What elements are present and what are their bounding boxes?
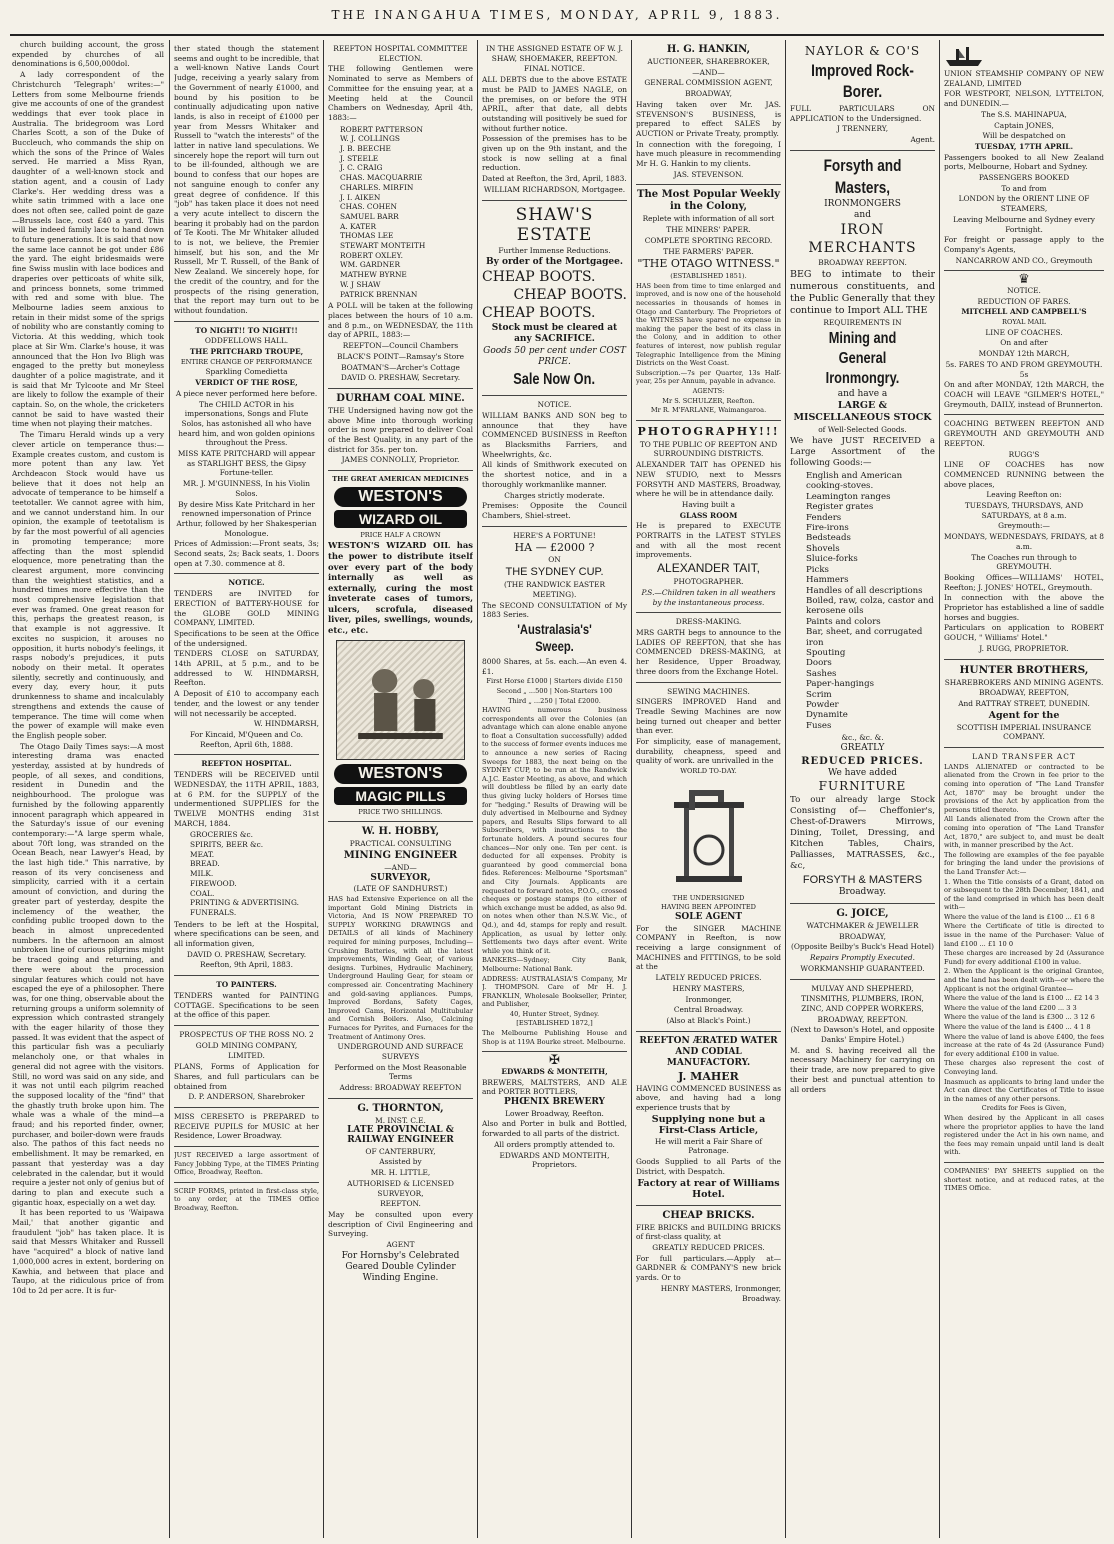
column-5 [636, 40, 781, 1538]
mulvay-shepherd-advert: MULVAY AND SHEPHERD, TINSMITHS, PLUMBERS, IRON, ZINC, AND COPPER WORKERS, BROADWAY, REEFTON. (Next to Dawson's Hotel, and opposite Danks' Empire Hotel.) M. and S. having received all the necessary Machinery for carrying on their trade, are now prepared to give their best and punctual attention to all orders [790, 983, 935, 1094]
hunter-brothers-advert: HUNTER BROTHERS, SHAREBROKERS AND MINING AGENTS. BROADWAY, REEFTON, And RATTRAY STREET, DUNEDIN. Agent for the SCOTTISH IMPERIAL INSURANCE COMPANY. [944, 660, 1104, 749]
type-notice: JUST RECEIVED a large assortment of Fancy Jobbing Type, at the TIMES Printing Office, Broadway, Reefton. [174, 1147, 319, 1183]
news-paragraph: The Timaru Herald winds up a very clever article on temperance thus:— Example creates custom, and custom is more potent than any law. Yet Archdeacon Stock would have us believe that it does not help an advocate of temperance to be himself a teetotaller. We cannot agree with him, and we cannot understand him. In our opinion, the example of teetotalism is by far the most powerful of all agencies in promoting temperance; more affecting than the most splendid eloquence, more penetrating than the clearest argument, more convincing than the weightiest statistics, and a hundred times more effective than the most comprehensive legislation that ever was framed. One great reason for this, perhaps the greatest reason, is that example is not aggressive. It excites no suspicion, it arouses no opposition, it hurts nobody's feelings, it rasps nobody's prejudices, it puts nobody on their metal. It operates silently, secretly and continuously, and every day, every hour, it puts drunkenness to shame and incalculably strengthens and extends the cause of temperance. The time will come when the power of example will make even the English people sober. [12, 430, 164, 740]
steamship-illustration [944, 45, 1104, 67]
photography-advert: PHOTOGRAPHY!!! TO THE PUBLIC OF REEFTON AND SURROUNDING DISTRICTS. ALEXANDER TAIT has OPENED his NEW STUDIO, next to Messrs FORSYTH AND MASTERS, Broadway, where he will be in attendance daily. Having built a GLASS ROOM He is prepared to EXECUTE PORTRAITS in the LATEST STYLES and with all the most recent improvements. ALEXANDER TAIT, PHOTOGRAPHER. P.S.—Children taken in all weathers by the instantaneous process. [636, 421, 781, 614]
phoenix-brewery-advert: ✠ EDWARDS & MONTEITH, BREWERS, MALTSTERS, AND ALE and PORTER BOTTLERS, PHŒNIX BREWERY Lower Broadway, Reefton. Also and Porter in bulk and Bottled, forwarded to all parts of the district. All orders promptly attended to. EDWARDS AND MONTEITH, Proprietors. [482, 1053, 627, 1170]
weston-medicine-advert: THE GREAT AMERICAN MEDICINES WESTON'S WIZARD OIL PRICE HALF A CROWN WESTON'S WIZARD OIL has the power to distribute itself over every part of the body internally as well as externally, curing the most inveterate cases of tumors, ulcers, scrofula, diseased liver, piles, swellings, wounds, etc., etc. WESTON'S MAGIC PILLS PRICE TWO SHILLINGS. [328, 471, 473, 822]
painters-notice: TO PAINTERS. TENDERS wanted for PAINTING COTTAGE. Specifications to be seen at the office of this paper. [174, 976, 319, 1026]
pay-sheets-notice: COMPANIES' PAY SHEETS supplied on the shortest notice, and at reduced rates, at the TIMES Office. [944, 1166, 1104, 1193]
hobby-engineer-advert: W. H. HOBBY, PRACTICAL CONSULTING MINING ENGINEER —AND— SURVEYOR, (LATE OF SANDHURST.) HAS had Extensive Experience on all the important Gold Mining Districts in Victoria, And IS NOW PREPARED TO SUPPLY WORKING DRAWINGS and DETAILS of all kinds of Machinery required for mining purposes, Including— Crushing Batteries, with all the latest improvements, Winding Gear, of various designs. Turbines, Hydraulic Machinery, Underground Hauling Gear, for steam or compressed air. Concentrating Machinery and gold-saving appliances. Pumps, Improved Bordans, Safety Cages, Improved Cams, Horizontal Multitubular and Cornish Boilers. Also, Calcining Furnaces for Pyrites, and Furnaces for the Treatment of Antimony Ores. UNDERGROUND AND SURFACE SURVEYS Performed on the Most Reasonable Terms Address: BROADWAY REEFTON [328, 822, 473, 1098]
troupe-advert: TO NIGHT!! TO NIGHT!! ODDFELLOWS HALL. THE PRITCHARD TROUPE, ENTIRE CHANGE OF PERFORMANCE Sparkling Comedietta VERDICT OF THE ROSE, A piece never performed here before. The CHILD ACTOR in his impersonations, Songs and Flute Solos, has astonished all who have heard him, and won golden opinions throughout the Press. MISS KATE PRITCHARD will appear as STARLIGHT BESS, the Gipsy Fortune-teller. MR. J. M'GUINNESS, In his Violin Solos. By desire Miss Kate Pritchard in her renowned impersonation of Prince Arthur, followed by her Shakesperian Monologue. Prices of Admission:—Front seats, 3s; Second seats, 2s; Back seats, 1. Doors open at 7.30. commence at 8. [174, 322, 319, 575]
hospital-election: REEFTON HOSPITAL COMMITTEE ELECTION. THE following Gentlemen were Nominated to serve as Members of Committee for the ensuing year, at a Meeting held at the Council Chambers on Wednesday, April 4th, 1883:— ROBERT PATTERSON W. J. COLLINGS J. B. BEECHE J. STEELE J. C. CRAIG CHAS. MACQUARRIE CHARLES. MIRFIN J. I. AIKEN CHAS. COHEN SAMUEL BARR A. KATER THOMAS LEE STEWART MONTEITH ROBERT OXLEY. WM. GARDNER MATHEW BYRNE W. J SHAW PATRICK BRENNAN A POLL will be taken at the following places between the hours of 10 a.m. and 8 p.m., on WEDNESDAY, the 11th day of APRIL, 1883:— REEFTON—Council Chambers BLACK'S POINT—Ramsay's Store BOATMAN'S—Archer's Cottage DAVID O. PRESHAW, Secretary. [328, 40, 473, 389]
column-2 [174, 40, 319, 1538]
column-rule [323, 40, 324, 1538]
union-steamship-advert: UNION STEAMSHIP COMPANY OF NEW ZEALAND, LIMITED FOR WESTPORT, NELSON, LYTTELTON, and DUNEDIN.— The S.S. MAHINAPUA, Captain JONES, Will be despatched on TUESDAY, 17TH APRIL. Passengers booked to all New Zealand ports, Melbourne, Hobart and Sydney. PASSENGERS BOOKED To and from LONDON by the ORIENT LINE OF STEAMERS, Leaving Melbourne and Sydney every Fortnight. For freight or passage apply to the Company's Agents, NANCARROW AND CO., Greymouth [944, 40, 1104, 271]
ross-prospectus: PROSPECTUS OF THE ROSS NO. 2 GOLD MINING COMPANY, LIMITED. PLANS, Forms of Application for Shares, and full particulars can be obtained from D. P. ANDERSON, Sharebroker [174, 1026, 319, 1108]
aerated-water-advert: REEFTON ÆRATED WATER AND CODIAL MANUFACTORY. J. MAHER HAVING COMMENCED BUSINESS as above, and having had a long experience trusts that by Supplying none but a First-Class Article, He will merit a Fair Share of Patronage. Goods Supplied to all Parts of the District, with Despatch. Factory at rear of Williams Hotel. [636, 1032, 781, 1206]
blacksmith-notice: NOTICE. WILLIAM BANKS AND SON beg to announce that they have COMMENCED BUSINESS in Reefton as Blacksmiths Farriers, and Wheelwrights, &c. All kinds of Smithwork executed on the shortest notice, and in a thoroughly workmanlike manner. Charges strictly moderate. Premises: Opposite the Council Chambers, Shiel-street. [482, 396, 627, 526]
fares-notice: ♛ NOTICE. REDUCTION OF FARES. MITCHELL AND CAMPBELL'S ROYAL MAIL LINE OF COACHES. On and after MONDAY 12th MARCH, 5s. FARES TO AND FROM GREYMOUTH. 5s On and after MONDAY, 12th MARCH, the COACH will LEAVE "GILMER'S HOTEL," Greymouth, DAILY, instead of Brunnerton. [944, 271, 1104, 415]
sweep-advert: HERE'S A FORTUNE! HA — £2000 ? ON THE SYDNEY CUP. (THE RANDWICK EASTER MEETING). The SECOND CONSULTATION of My 1883 Series. 'Australasia's' Sweep. 8000 Shares, at 5s. each.—An even 4. £1. First Horse £1000 | Starters divide £150 Second „ ...500 | Non-Starters 100 Third „ ...250 | Total £2000. HAVING numerous business correspondents all over the Colonies (an advantage which can alone enable anyone to float a Consultation successfully) added to the success of former events induces me to announce a new series of Racing Sweeps for 1883, the next being on the SYDNEY CUP, to be run at the Randwick A.J.C. Easter Meeting, as above, and which will doubtless be filled by an early date thus giving lucky holders of Horses time for "hedging." Results of Drawing will be duly advertised in Melbourne and Sydney papers, and Results Slips forward to all Subscribers, with instructions to the fortunate holders. A pound secures four chances—Nor only one. Ten per cent. is deducted for all expenses. Probity is guaranteed by good commercial bona fides. References: Melbourne "Sportsman" and City Journals. Applicants are requested to forward notes, P.O.O., crossed cheques or postage stamps (to either of which exchange must be added, as also 9d. on notes when other than N.S.W. Vic., of Qd.), and 4d, stamps for reply and result. Application, as usual by letter only. Settlements two days after event. Write while you think of it. BANKERS—Sydney; City Bank, Melbourne: National Bank. ADDRESS: AUSTRALASIA'S Company, Mr J. THOMPSON. Care of Mr H. J. FRANKLIN, Wholesale Bookseller, Printer, and Publisher, 40, Hunter Street, Sydney. [ESTABLISHED 1872,] The Melbourne Publishing House and Shop is at 119A Bourke street. Melbourne. [482, 527, 627, 1053]
rock-borer-advert: NAYLOR & CO'S Improved Rock-Borer. FULL PARTICULARS ON APPLICATION to the Undersigned. J TRENNERY, Agent. [790, 40, 935, 151]
wizard-oil-logo: WIZARD OIL [334, 510, 467, 528]
brewery-emblem-icon: ✠ [549, 1053, 560, 1069]
news-paragraph: It has been reported to us 'Waipawa Mail,' that another gigantic and fraudulent "job" has taken place. It is said that Messrs Whitaker and Russell have "acquired" a block of native land 1,000,000 acres in extent, bordering on Kawhia, and between that place and Taupo, at the ridiculous price of from 10d to 2d per acre. It is fur- [12, 1208, 164, 1295]
hankin-auctioneer-advert: H. G. HANKIN, AUCTIONEER, SHAREBROKER, —AND— GENERAL COMMISSION AGENT, BROADWAY, Having taken over Mr. JAS. STEVENSON'S BUSINESS, is prepared to effect SALES by AUCTION or Private Treaty, promptly. In connection with the foregoing, I have much pleasure in recommending Mr H. G. Hankin to my clients. JAS. STEVENSON. [636, 40, 781, 185]
column-6 [790, 40, 935, 1538]
royal-arms-icon: ♛ [1018, 272, 1030, 288]
dress-making-notice: DRESS-MAKING. MRS GARTH begs to announce to the LADIES OF REEFTON, that she has COMMENCED DRESS-MAKING, at her Residence, Upper Broadway, three doors from the Exchange Hotel. [636, 613, 781, 682]
column-rule [631, 40, 632, 1538]
weston-logo: WESTON'S [334, 487, 467, 507]
masthead-rule [10, 34, 1104, 36]
column-rule [169, 40, 170, 1538]
thornton-engineer-advert: G. THORNTON, M. INST. C.E. LATE PROVINCIAL & RAILWAY ENGINEER OF CANTERBURY, Assisted by MR. H. LITTLE, AUTHORISED & LICENSED SURVEYOR, REEFTON. May be consulted upon every description of Civil Engineering and Surveying. AGENT For Hornsby's Celebrated Geared Double Cylinder Winding Engine. [328, 1102, 473, 1283]
column-1 [12, 40, 164, 1538]
news-continuation: ther stated though the statement seems and ought to be incredible, that a well-known Native Lands Court Judge, receiving a yearly salary from the Government of nearly £1000, and bound by his position to be continually adjudicating upon native lands, is also in receipt of £1000 per year from Messrs Whitaker and Russell to "watch the interests" of the latter in native land speculations. We sincerely hope the report will turn out to be ill-founded, although we are bound to confess that our hopes are not sanguine enough to confer any great degree of confidence. If this "job" has taken place it does not need a very acute intellect to discern the bearing it probably had on the pardon of Te Kooti. The Mr Whitaker alluded to is not, we believe, the Premier himself, but his son, and the Mr Russell, Mr T. Russell, of the Bank of New Zealand. We sincerely hope, for the credit of the country, and for the prospects of the rising generation, that the report may turn out to be without foundation. [174, 40, 319, 322]
durham-coal-advert: DURHAM COAL MINE. THE Undersigned having now got the above Mine into thorough working order is now prepared to deliver Coal of the Best Quality, in any part of the district for 35s. per ton. JAMES CONNOLLY, Proprietor. [328, 389, 473, 471]
column-4 [482, 40, 627, 1538]
column-rule [477, 40, 478, 1538]
column-rule [785, 40, 786, 1538]
sewing-machine-illustration [664, 780, 754, 890]
scrip-forms-notice: SCRIP FORMS, printed in first-class style, to any order, at the TIMES Office Broadway, Reefton. [174, 1186, 319, 1212]
sewing-machines-advert: SEWING MACHINES. SINGERS IMPROVED Hand and Treadle Sewing Machines are now being turned out cheaper and better than ever. For simplicity, ease of management, durability, cheapness, speed and quality of work. are unrivalled in the WORLD TO-DAY. THE UNDERSIGNED HAVING BEEN APPOINTED SOLE AGENT For the SINGER MACHINE COMPANY in Reefton, is now receiving a large consignment of MACHINES and FITTINGS, to be sold at the LATELY REDUCED PRICES. HENRY MASTERS, Ironmonger, Central Broadway. (Also at Black's Point.) [636, 683, 781, 1032]
shaw-estate-notice: IN THE ASSIGNED ESTATE OF W. J. SHAW, SHOEMAKER, REEFTON. FINAL NOTICE. ALL DEBTS due to the above ESTATE must be PAID to JAMES NAGLE, on the premises, on or before the 9TH APRIL, after that date, all debts outstanding will positively be sued for without further notice. Possession of the premises has to be given up on the 9th instant, and the stock is now selling at a final reduction. Dated at Reefton, the 3rd, April, 1883. WILLIAM RICHARDSON, Mortgagee. [482, 40, 627, 201]
music-pupils-notice: MISS CERESETO is PREPARED to RECEIVE PUPILS for MUSIC at her Residence, Lower Broadway. [174, 1108, 319, 1147]
hospital-tender: REEFTON HOSPITAL. TENDERS will be RECEIVED until WEDNESDAY, the 11TH APRIL, 1883, at 6 P.M. for the SUPPLY of the undermentioned SUPPLIES for the TWELVE MONTHS ending 31st MARCH, 1884. GROCERIES &c. SPIRITS, BEER &c. MEAT. BREAD. MILK. FIREWOOD. COAL. PRINTING & ADVERTISING. FUNERALS. Tenders to be left at the Hospital, where specifications can be seen, and all information given, DAVID O. PRESHAW, Secretary. Reefton, 9th April, 1883. [174, 755, 319, 976]
column-7 [944, 40, 1104, 1538]
land-transfer-notice: LAND TRANSFER ACT LANDS ALIENATED or contracted to be alienated from the Crown in fee prior to the coming into operation of "The Land Transfer Act, 1870" may be brought under the provisions of the Act by application from the persons titled thereto. All Lands alienated from the Crown after the coming into operation of "The Land Transfer Act, 1870," are subject to, and must be dealt with, in manner prescribed by the Act. The following are examples of the fee payable for bringing the land under the provisions of the Land Transfer Act:— 1. When the Title consists of a Grant, dated on or subsequent to the 28th December, 1841, and of the land comprised in which has been dealt with— Where the value of the land is £100 ... £1 6 8 Where the Certificate of title is directed to issue in the name of the Purchaser: Value of land £100 ... £1 10 0 These charges are increased by 2d (Assurance Fund) for every additional £100 in value. 2. When the Applicant is the original Grantee, and the land has been dealt with—or where the Applicant is not the original Grantee— Where the value of the land is £100 ... £2 14 3 Where the value of the land £200 ... 3 3 Where the value of the land is £300 ... 3 12 6 Where the value of the land is £400 ... 4 1 8 Where the value of land is above £400, the fees increase at the rate of 4s 2d (Assurance Fund) for every additional £100 in value. These charges also represent the cost of Conveying land. Inasmuch as applicants to bring land under the Act can direct the Certificates of Title to issue in the names of any other persons. Credits for Fees is Given, When desired by the Applicant in all cases where the proprietor applies to have the land registered under the Act in his own name, and the fees may remain unpaid until land is dealt with. [944, 748, 1104, 1163]
otago-witness-advert: The Most Popular Weekly in the Colony, Replete with information of all sort THE MINERS' PAPER. COMPLETE SPORTING RECORD. THE FARMERS' PAPER. "THE OTAGO WITNESS." (ESTABLISHED 1851). HAS been from time to time enlarged and improved, and is now one of the household necessaries in thousands of homes in Otago and Canterbury. The Proprietors of the WITNESS have spared no expense in making the paper the best of its class in the Colony, and in addition to other features of interest, now publish regular Telegraphic Intelligence from the Mining Districts on the West Coast. Subscription.—7s per Quarter, 13s Half-year, 25s per Annum, payable in advance. AGENTS: Mr S. SCHULZER, Reefton. Mr R. M'FARLANE, Waimangaroa. [636, 185, 781, 420]
news-paragraph: The Otago Daily Times says:—A most interesting drama was enacted yesterday, assisted at by hundreds of people, of all sexes, and conditions, resident in Dunedin and the neighbourhood. The prologue was furnished by the following apparently innocent paragraph which appeared in the Saturday's issue of our evening contemporary:—"A large sperm whale, about 70ft long, was stranded on the Ocean Beach, near Lawyer's Head, by the last high tide." This narrative, by reason of its very conciseness and simplicity, carried with it a certain amount of conviction, and during the greater part of yesterday, despite the inclemency of the weather, the confiding public trooped down to the beach in almost unprecedented numbers. In the afternoon an almost unbroken line of curious pilgrims might be traced going and returning, and there were about the procession singular features which could not have escaped the eye of a philosopher. There was, for one thing, observable about the returning groups a uniform solemnity of expression which contrasted strangely with the eager hilarity of those they passed. It was evident that the aspect of this particular fish was a peculiarly melancholy one, or that whales in general did not agree with the visitors. Still, no word was said on any side, and it was not until each pilgrim reached the supposed locality of the "find" that the ghastly truth broke upon him. The whale was a whale of the mind—a fraud; and his reported finder, owner, purchaser, and boiler-down were frauds also. The pathos of this fact needs no embellishment. It may be remarked, en passant that yesterday was a day celebrated in the calendar, but it would require a jester not only of genius but of daring to plan and execute such a gigantic hoax, especially on a wet day. [12, 741, 164, 1207]
news-paragraph: A lady correspondent of the Christchurch 'Telegraph' writes:—" Letters from some Melbourne friends give me accounts of one of the grandest weddings that ever took place in Australia. The bridegroom was Lord Charles Scott, a son of the Duke of Buccleuch, who commands the ship on which the sons of the Prince of Wales served. He married a Miss Ryan, daughter of a well-known stock and station agent, and a cousin of Lady Clarke's. Her wedding dress was a white satin trimmed with a lace one does not often see, called point de gaze —Brussels lace, cost £40 a yard. This will be indeed family lace to hand down to future generations. It is said that now the same lace cannot be got under £86 the yard. The eight bridesmaids were fine Swiss muslin with lace bodices and draperies over petticoats of white silk, and princess bonnets, some trimmed with red and some with blue. The Melbourne ladies seem anxious to retain in their midst some of the sprigs of nobility who are constantly coming to Victoria. At this wedding, which took place at Sir Wm. Clarke's house, it was announced that the Hon Ivo Bligh was engaged to the pretty but moneyless daughter of a police magistrate, and it is said that Mr Tylcoote and Mr Steel are likely to follow the example of their captain. So, on the whole, the cricketers cannot be said to have wasted their time when not playing their matches. [12, 70, 164, 429]
magic-pills-logo: MAGIC PILLS [334, 787, 467, 805]
battery-house-notice: NOTICE. TENDERS are INVITED for ERECTION of BATTERY-HOUSE for the GLOBE GOLD MINING COMPANY, LIMITED. Specifications to be seen at the Office of the undersigned. TENDERS CLOSE on SATURDAY, 14th APRIL, at 5 p.m., and to be addressed to W. HINDMARSH, Reefton. A Deposit of £10 to accompany each tender, and the lowest or any tender will not necessarily be accepted. W. HINDMARSH, For Kincaid, M'Queen and Co. Reefton, April 6th, 1888. [174, 574, 319, 755]
column-3 [328, 40, 473, 1538]
shaw-estate-sale: SHAW'S ESTATE Further Immense Reductions. By order of the Mortgagee. CHEAP BOOTS. CHEAP BOOTS. CHEAP BOOTS. Stock must be cleared at any SACRIFICE. Goods 50 per cent under COST PRICE. Sale Now On. [482, 201, 627, 397]
news-paragraph: church building account, the gross expended by churches of all denominations is 6,500,000dol. [12, 40, 164, 69]
column-rule [939, 40, 940, 1538]
weston-illustration [336, 640, 465, 760]
rugg-coaches-advert: COACHING BETWEEN REEFTON AND GREYMOUTH AND GREYMOUTH AND REEFTON. RUGG'S LINE OF COACHES has now COMMENCED RUNNING between the above places, Leaving Reefton on: TUESDAYS, THURSDAYS, AND SATURDAYS, at 8 a.m. Greymouth:— MONDAYS, WEDNESDAYS, FRIDAYS, at 8 a.m. The Coaches run through to GREYMOUTH. Booking Offices—WILLIAMS' HOTEL, Reefton; J. JONES' HOTEL, Greymouth. In connection with the above the Proprietor has established a line of saddle horses and buggies. Particulars on application to ROBERT GOUCH, " Williams' Hotel." J. RUGG, PROPRIETOR. [944, 415, 1104, 659]
cheap-bricks-advert: CHEAP BRICKS. FIRE BRICKS and BUILDING BRICKS of first-class quality, at GREATLY REDUCED PRICES. For full particulars.—Apply at—GARDNER & COMPANY'S new brick yards. Or to HENRY MASTERS, Ironmonger, Broadway. [636, 1209, 781, 1303]
weston-logo: WESTON'S [334, 764, 467, 784]
masthead: THE INANGAHUA TIMES, MONDAY, APRIL 9, 1883. [331, 8, 783, 22]
joice-watchmaker-advert: G. JOICE, WATCHMAKER & JEWELLER BROADWAY, (Opposite Beilby's Buck's Head Hotel) Repairs Promptly Executed. WORKMANSHIP GUARANTEED. [790, 904, 935, 980]
forsyth-masters-advert: Forsyth and Masters, IRONMONGERS and IRON MERCHANTS BROADWAY REEFTON. BEG to intimate to their numerous constituents, and the Public Generally that they continue to Import ALL THE REQUIREMENTS IN Mining and General Ironmongry. and have a LARGE & MISCELLANEOUS STOCK of Well-Selected Goods. We have JUST RECEIVED a Large Assortment of the following Goods:— English and American cooking-stoves. Leamington ranges Register grates Fenders Fire-irons Bedsteads Shovels Sluice-forks Picks Hammers Handles of all descriptions Boiled, raw, colza, castor and kerosene oils Paints and colors Bar, sheet, and corrugated iron Spouting Doors Sashes Paper-hangings Scrim Powder Dynamite Fuses &c., &c. &. GREATLY REDUCED PRICES. We have added FURNITURE To our already large Stock Consisting of— Cheffonier's, Chest-of-Drawers Mirrows, Dining, Toilet, Dressing, and Kitchen Tables, Chairs, Palliasses, MATRASSES, &c., &c, FORSYTH & MASTERS Broadway. [790, 151, 935, 904]
